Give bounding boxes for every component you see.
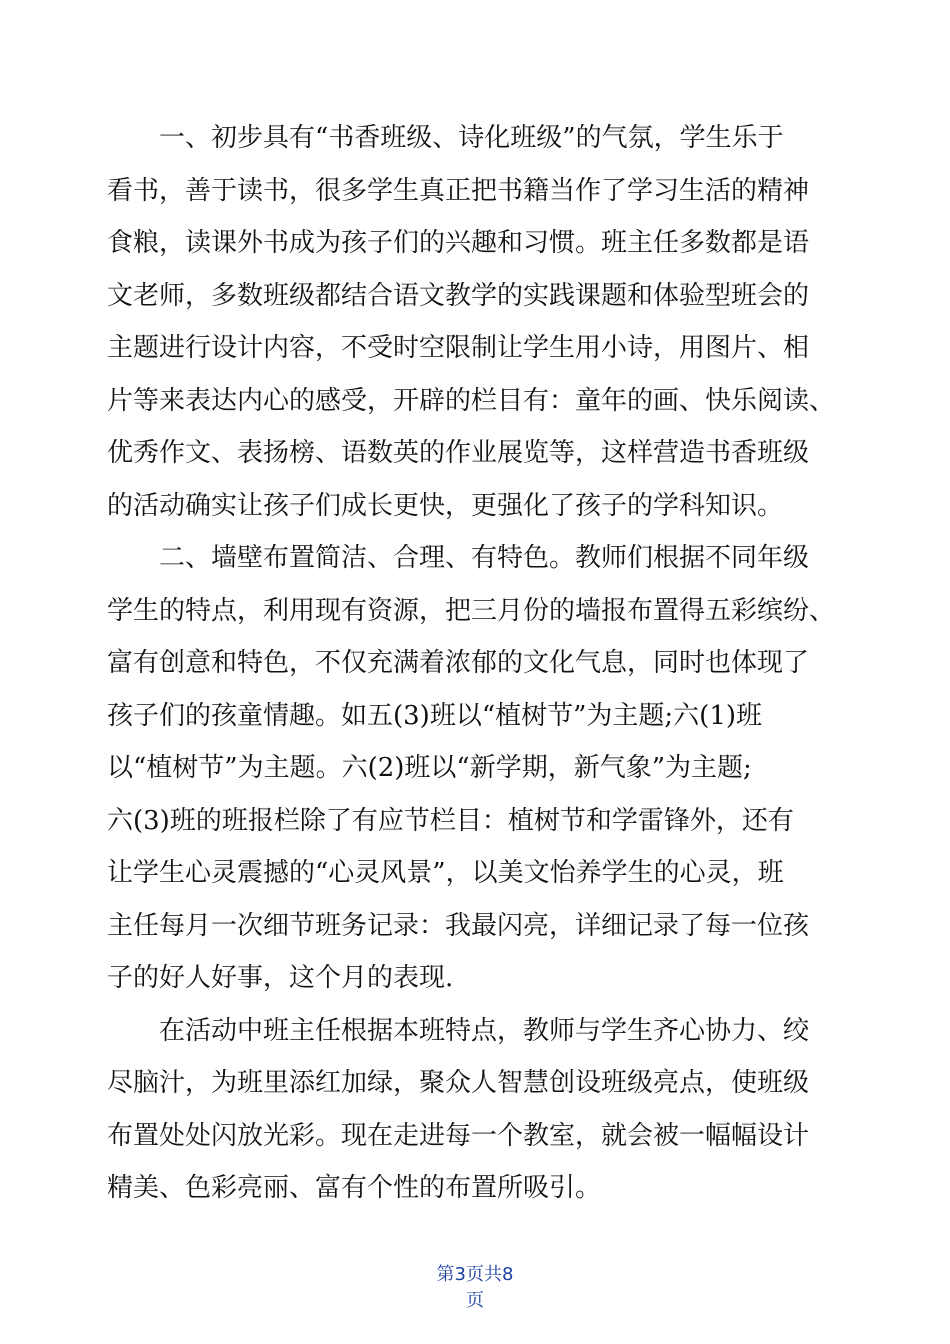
text-line: 精美、色彩亮丽、富有个性的布置所吸引。 — [107, 1173, 602, 1203]
text-line: 孩子们的孩童情趣。如五(3)班以“植树节”为主题;六(1)班 — [107, 700, 763, 731]
text-line: 一、初步具有“书香班级、诗化班级”的气氛，学生乐于 — [107, 123, 784, 153]
text-line: 主题进行设计内容，不受时空限制让学生用小诗，用图片、相 — [107, 333, 810, 363]
page-number-line2: 页 — [466, 1290, 484, 1311]
body-text — [107, 112, 839, 1215]
text-line: 学生的特点，利用现有资源，把三月份的墙报布置得五彩缤纷、 — [107, 595, 836, 626]
text-line: 布置处处闪放光彩。现在走进每一个教室，就会被一幅幅设计 — [107, 1120, 810, 1151]
text-line: 六(3)班的班报栏除了有应节栏目：植树节和学雷锋外，还有 — [107, 805, 794, 836]
text-line: 让学生心灵震撼的“心灵风景”，以美文怡养学生的心灵，班 — [107, 858, 784, 888]
text-line: 子的好人好事，这个月的表现. — [107, 963, 454, 993]
text-line: 二、墙壁布置简洁、合理、有特色。教师们根据不同年级 — [107, 543, 810, 573]
text-line: 食粮，读课外书成为孩子们的兴趣和习惯。班主任多数都是语 — [107, 228, 810, 258]
page-number-line1: 第3页共8 — [436, 1264, 514, 1285]
text-line: 的活动确实让孩子们成长更快，更强化了孩子的学科知识。 — [107, 490, 784, 521]
page-footer — [0, 1262, 950, 1314]
text-line: 优秀作文、表扬榜、语数英的作业展览等，这样营造书香班级 — [107, 438, 810, 468]
text-line: 以“植树节”为主题。六(2)班以“新学期，新气象”为主题; — [107, 753, 752, 783]
text-line: 主任每月一次细节班务记录：我最闪亮，详细记录了每一位孩 — [107, 910, 810, 941]
text-line: 文老师，多数班级都结合语文教学的实践课题和体验型班会的 — [107, 280, 810, 311]
text-line: 看书，善于读书，很多学生真正把书籍当作了学习生活的精神 — [107, 175, 810, 206]
text-line: 片等来表达内心的感受，开辟的栏目有：童年的画、快乐阅读、 — [107, 385, 836, 416]
text-line: 尽脑汁，为班里添红加绿，聚众人智慧创设班级亮点，使班级 — [107, 1068, 810, 1098]
text-line: 在活动中班主任根据本班特点，教师与学生齐心协力、绞 — [107, 1015, 810, 1046]
text-line: 富有创意和特色，不仅充满着浓郁的文化气息，同时也体现了 — [107, 648, 810, 678]
